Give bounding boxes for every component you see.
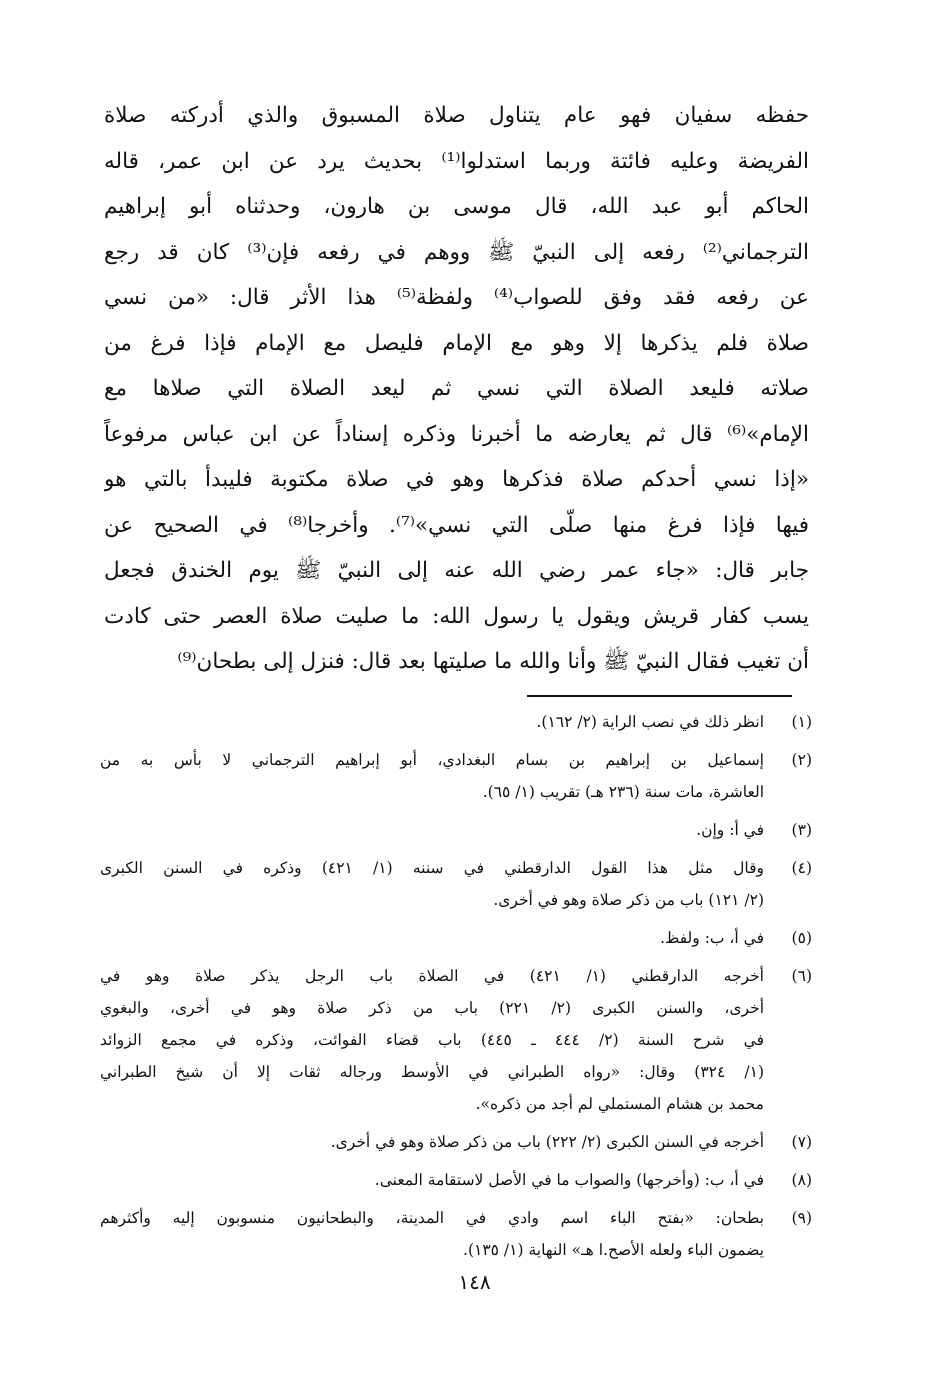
footnote-line: انظر ذلك في نصب الراية (٢/ ١٦٢). — [536, 713, 764, 731]
footnote-2 — [100, 744, 812, 808]
footnote-number: (٢) — [791, 751, 812, 769]
footnote-number: (١) — [791, 713, 812, 731]
footnote-text — [100, 814, 764, 846]
footnote-line: العاشرة، مات سنة (٢٣٦ هـ) تقريب (١/ ٦٥). — [482, 783, 764, 801]
main-text-line: حفظه سفيان فهو عام يتناول صلاة المسبوق والذي أدركته صلاة — [104, 103, 809, 128]
footnote-number: (٦) — [791, 967, 812, 985]
footnote-number: (٥) — [791, 929, 812, 947]
main-text-line: عن رفعه فقد وفق للصواب⁽⁴⁾ ولفظة⁽⁵⁾ هذا الأثر قال: «من نسي — [104, 285, 809, 310]
footnote-text — [100, 744, 764, 808]
page-number: ١٤٨ — [458, 1270, 491, 1294]
footnote-line: (١/ ٣٢٤) وقال: «رواه الطبراني في الأوسط ورجاله ثقات إلا أن شيخ الطبراني — [100, 1063, 764, 1081]
main-text-line: «إذا نسي أحدكم صلاة فذكرها وهو في صلاة مكتوبة فليبدأ بالتي هو — [104, 467, 809, 492]
footnote-line: في أ، ب: ولفظ. — [660, 929, 764, 947]
main-text-line: صلاة فلم يذكرها إلا وهو مع الإمام فليصل مع الإمام فإذا فرغ من — [104, 330, 809, 356]
footnote-line: في أ، ب: (وأخرجها) والصواب ما في الأصل لاستقامة المعنى. — [374, 1171, 764, 1189]
footnote-text — [100, 1202, 764, 1266]
footnote-text — [100, 960, 764, 1120]
footnote-line: وقال مثل هذا القول الدارقطني في سننه (١/ ٤٢١) وذكره في السنن الكبرى — [100, 859, 764, 877]
footnote-line: أخرى، والسنن الكبرى (٢/ ٢٢١) باب من ذكر صلاة وهو في أخرى، والبغوي — [100, 999, 764, 1017]
footnote-line: في شرح السنة (٢/ ٤٤٤ ـ ٤٤٥) باب قضاء الفوائت، وذكره في مجمع الزوائد — [100, 1031, 764, 1049]
footnote-line: إسماعيل بن إبراهيم بن بسام البغدادي، أبو إبراهيم الترجماني لا بأس به من — [100, 751, 764, 769]
main-text-line: الفريضة وعليه فائتة وربما استدلوا⁽¹⁾ بحديث يرد عن ابن عمر، قاله — [104, 148, 809, 174]
footnote-line: (٢/ ١٢١) باب من ذكر صلاة وهو في أخرى. — [493, 891, 764, 909]
main-text-line: أن تغيب فقال النبيّ ﷺ وأنا والله ما صليتها بعد قال: فنزل إلى بطحان⁽⁹⁾ — [177, 649, 809, 674]
footnote-number: (٣) — [791, 821, 812, 839]
footnote-number: (٧) — [791, 1133, 812, 1151]
footnote-3 — [100, 814, 812, 846]
main-text-line: الترجماني⁽²⁾ رفعه إلى النبيّ ﷺ ووهم في رفعه فإن⁽³⁾ كان قد رجع — [104, 239, 809, 265]
footnote-line: أخرجه في السنن الكبرى (٢/ ٢٢٢) باب من ذكر صلاة وهو في أخرى. — [330, 1133, 764, 1151]
footnote-divider — [527, 695, 792, 697]
footnote-8 — [100, 1164, 812, 1196]
footnote-text — [100, 1164, 764, 1196]
footnote-1 — [100, 706, 812, 738]
footnote-6 — [100, 960, 812, 1120]
footnote-number: (٤) — [791, 859, 812, 877]
footnote-line: يضمون الباء ولعله الأصح.ا هـ» النهاية (١/ ١٣٥). — [463, 1241, 764, 1259]
main-text-line: جابر قال: «جاء عمر رضي الله عنه إلى النبيّ ﷺ يوم الخندق فجعل — [104, 558, 809, 583]
footnote-line: محمد بن هشام المستملي لم أجد من ذكره». — [475, 1095, 764, 1113]
footnote-text — [100, 706, 764, 738]
footnote-line: أخرجه الدارقطني (١/ ٤٢١) في الصلاة باب الرجل يذكر صلاة وهو في — [100, 967, 764, 985]
footnote-5 — [100, 922, 812, 954]
main-text-line: الحاكم أبو عبد الله، قال موسى بن هارون، وحدثناه أبو إبراهيم — [104, 194, 809, 219]
footnote-4 — [100, 852, 812, 916]
footnote-number: (٩) — [791, 1209, 812, 1227]
footnote-line: بطحان: «بفتح الباء اسم وادي في المدينة، والبطحانيون منسوبون إليه وأكثرهم — [100, 1209, 764, 1227]
footnote-text — [100, 922, 764, 954]
main-text-block — [104, 93, 809, 685]
footnote-line: في أ: وإن. — [696, 821, 764, 839]
footnote-text — [100, 1126, 764, 1158]
footnote-text — [100, 852, 764, 916]
main-text-line: صلاته فليعد الصلاة التي نسي ثم ليعد الصلاة التي صلاها مع — [104, 376, 809, 401]
footnote-number: (٨) — [791, 1171, 812, 1189]
main-text-line: فيها فإذا فرغ منها صلّى التي نسي»⁽⁷⁾. وأخرجا⁽⁸⁾ في الصحيح عن — [104, 512, 809, 538]
footnote-7 — [100, 1126, 812, 1158]
main-text-line: الإمام»⁽⁶⁾ قال ثم يعارضه ما أخبرنا وذكره إسناداً عن ابن عباس مرفوعاً — [104, 421, 809, 447]
footnote-9 — [100, 1202, 812, 1266]
main-text-line: يسب كفار قريش ويقول يا رسول الله: ما صليت صلاة العصر حتى كادت — [104, 603, 809, 629]
footnotes-section — [100, 706, 812, 1272]
